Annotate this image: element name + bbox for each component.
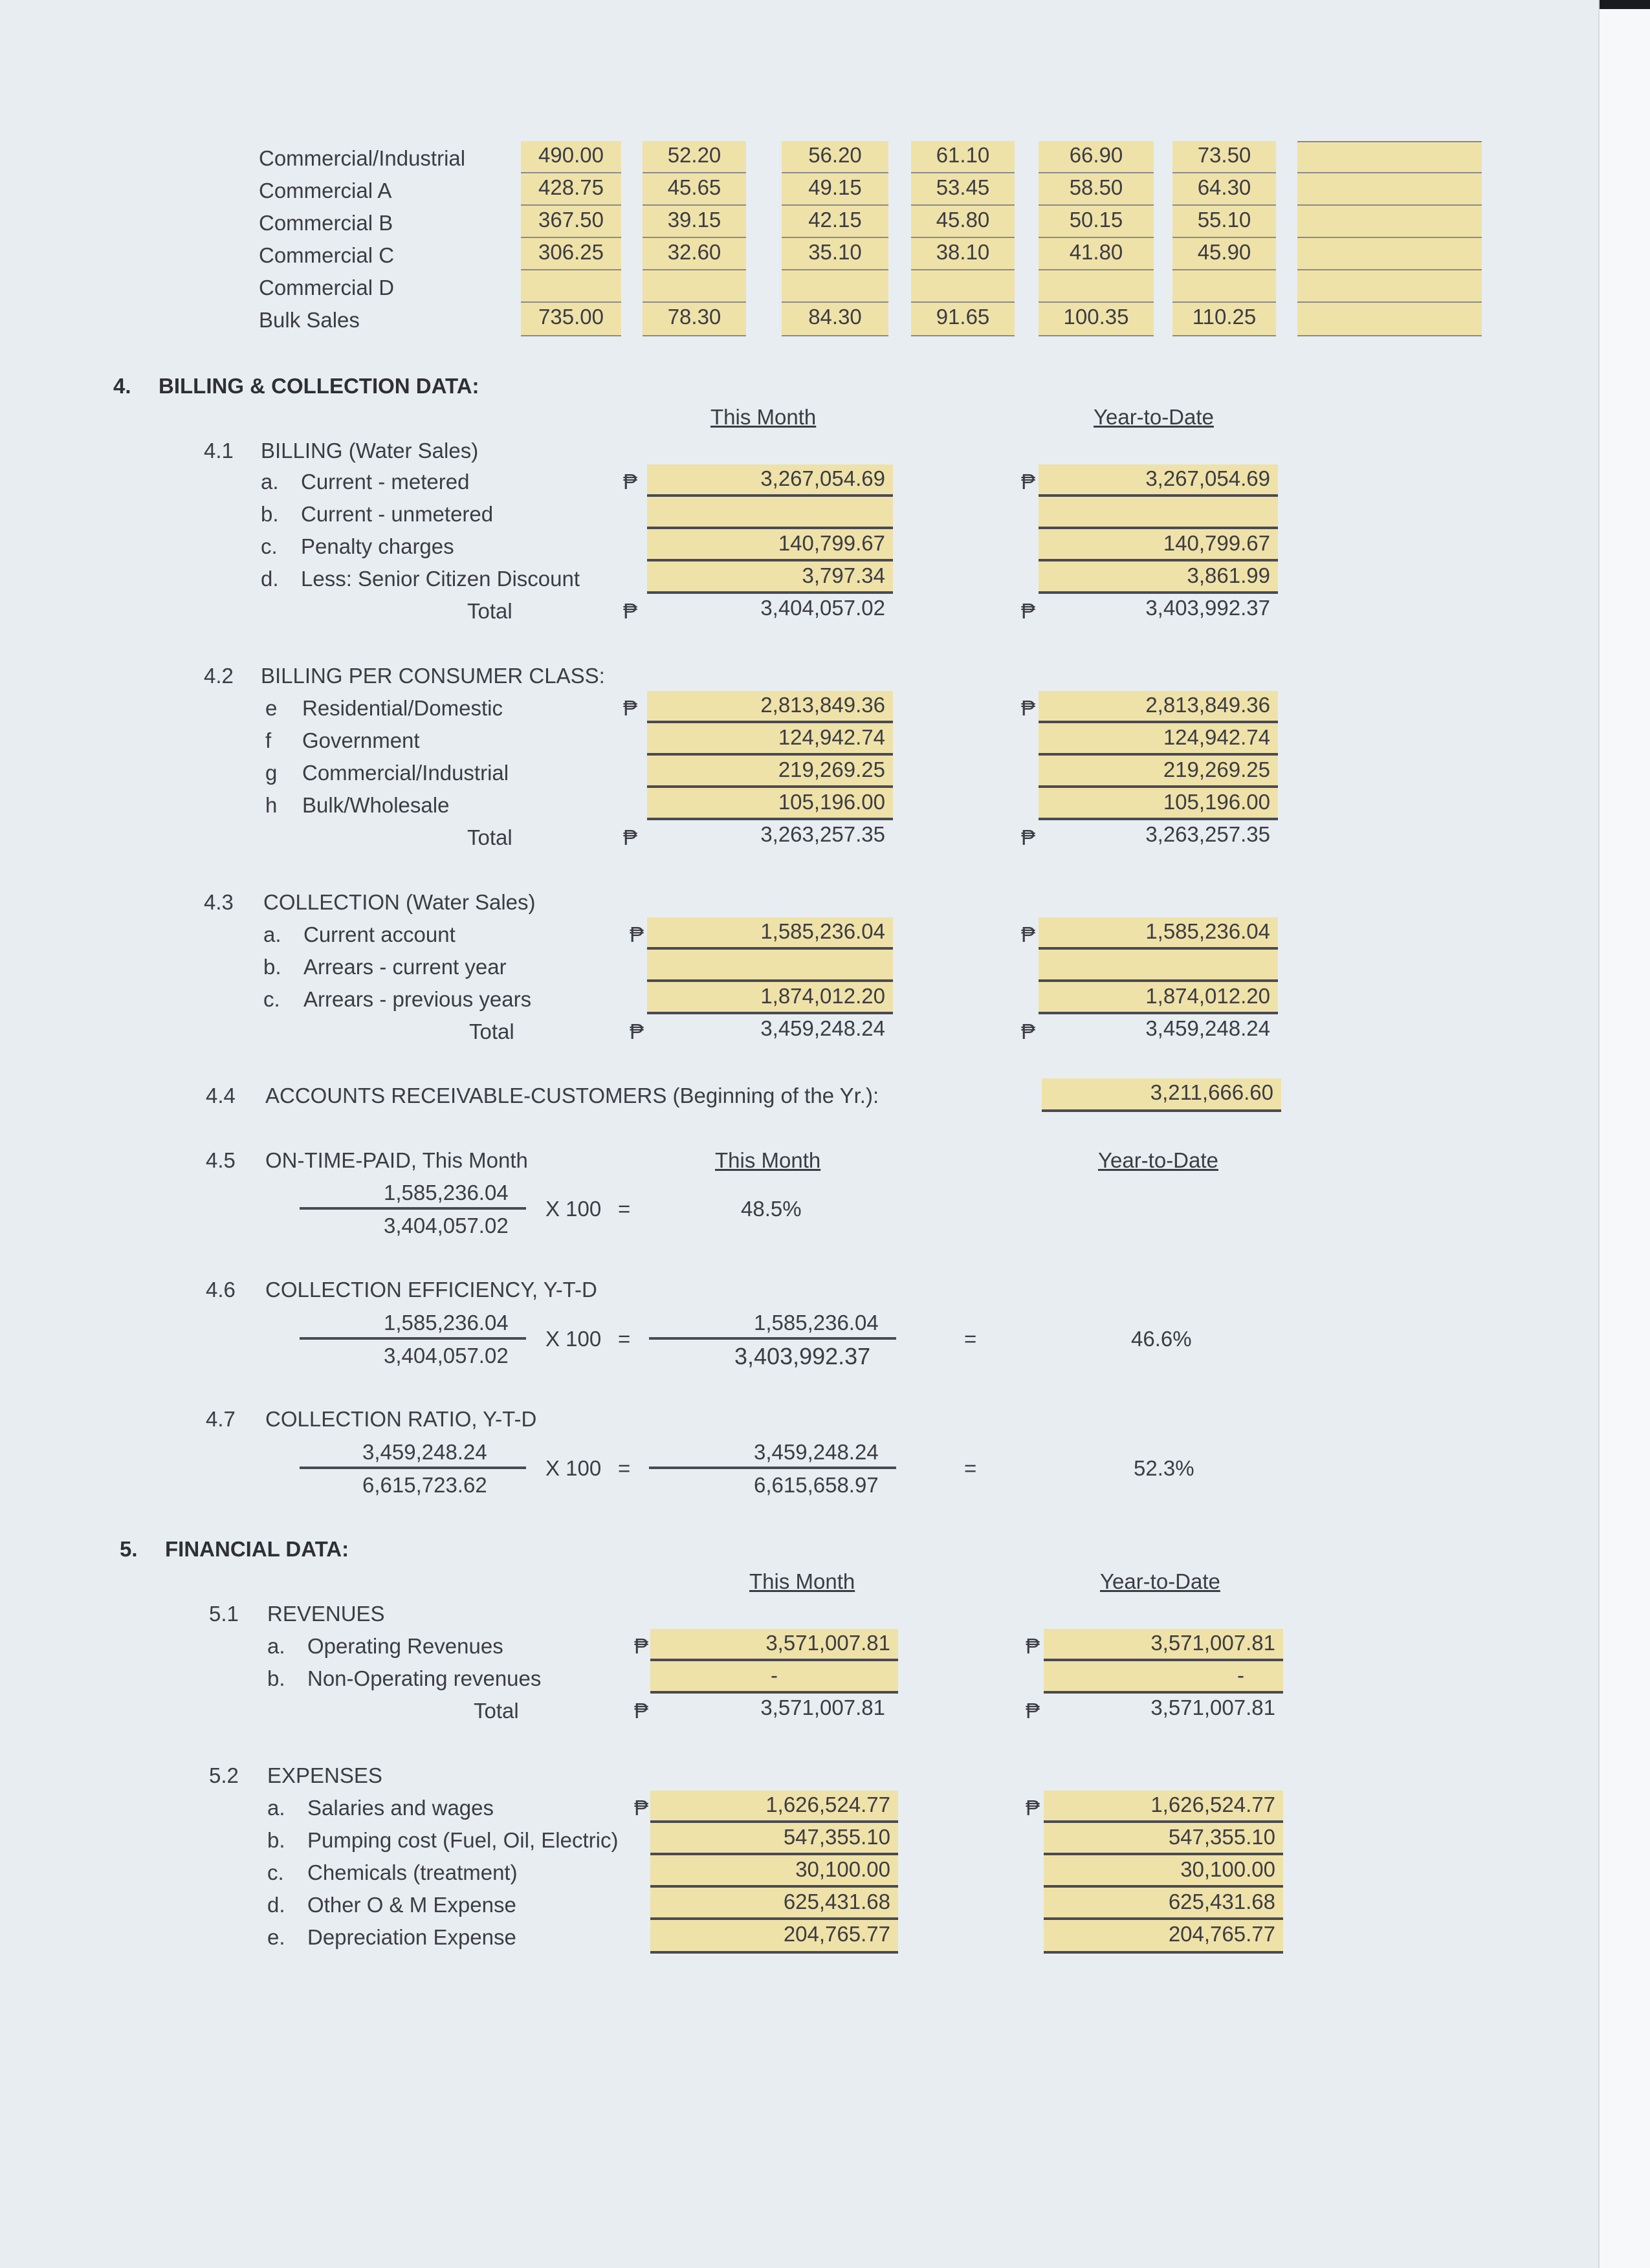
formula-equals: = bbox=[964, 1456, 977, 1480]
item-label: Current - metered bbox=[301, 470, 470, 494]
formula-equals: = bbox=[618, 1327, 631, 1351]
rate-cell: 110.25 bbox=[1172, 303, 1276, 336]
total-label: Total bbox=[474, 1699, 519, 1723]
subsection-title: ON-TIME-PAID, This Month bbox=[265, 1148, 528, 1172]
item-label: Salaries and wages bbox=[307, 1796, 494, 1820]
formula-equals: = bbox=[964, 1327, 977, 1351]
rate-cell: 64.30 bbox=[1172, 173, 1276, 206]
rate-cell bbox=[643, 270, 746, 303]
total-label: Total bbox=[469, 1020, 514, 1043]
rate-row-label: Bulk Sales bbox=[259, 308, 360, 332]
value-cell: 105,196.00 bbox=[1039, 788, 1278, 820]
value-cell: 1,585,236.04 bbox=[1039, 917, 1278, 950]
rate-cell: 78.30 bbox=[643, 303, 746, 336]
rate-cell: 66.90 bbox=[1039, 141, 1154, 173]
subsection-title: COLLECTION (Water Sales) bbox=[263, 890, 536, 914]
rate-cell: 490.00 bbox=[521, 141, 621, 173]
total-value: 3,404,057.02 bbox=[760, 596, 885, 620]
value-cell: 124,942.74 bbox=[1039, 723, 1278, 756]
peso-sign: ₱ bbox=[1021, 599, 1036, 623]
item-label: Commercial/Industrial bbox=[302, 761, 509, 785]
rate-cell: 56.20 bbox=[782, 141, 888, 173]
item-label: Depreciation Expense bbox=[307, 1925, 516, 1949]
rate-cell: 42.15 bbox=[782, 206, 888, 238]
rate-cell: 84.30 bbox=[782, 303, 888, 336]
rate-cell bbox=[1297, 238, 1482, 270]
formula-numerator: 1,585,236.04 bbox=[384, 1181, 509, 1205]
rate-cell: 735.00 bbox=[521, 303, 621, 336]
value-cell: 204,765.77 bbox=[1044, 1920, 1283, 1954]
value-cell: 2,813,849.36 bbox=[1039, 691, 1278, 723]
fraction-bar bbox=[300, 1337, 526, 1340]
formula-denominator-2: 6,615,658.97 bbox=[754, 1473, 879, 1497]
rate-cell: 38.10 bbox=[911, 238, 1015, 270]
item-label: Residential/Domestic bbox=[302, 696, 503, 720]
value-cell: 1,874,012.20 bbox=[1039, 982, 1278, 1014]
rate-row-label: Commercial/Industrial bbox=[259, 146, 466, 170]
item-letter: a. bbox=[267, 1634, 285, 1658]
section-number: 4. bbox=[113, 374, 131, 398]
page-edge bbox=[1598, 0, 1650, 2268]
rate-cell: 45.90 bbox=[1172, 238, 1276, 270]
item-label: Penalty charges bbox=[301, 534, 454, 558]
subsection-number: 5.2 bbox=[209, 1763, 239, 1787]
item-letter: c. bbox=[263, 987, 280, 1011]
formula-denominator: 6,615,723.62 bbox=[362, 1473, 487, 1497]
on-time-paid-result: 48.5% bbox=[741, 1197, 802, 1221]
rate-cell: 50.15 bbox=[1039, 206, 1154, 238]
value-cell: 3,797.34 bbox=[647, 562, 893, 594]
value-cell: 1,626,524.77 bbox=[650, 1791, 898, 1823]
total-value: 3,459,248.24 bbox=[760, 1016, 885, 1040]
rate-cell: 45.80 bbox=[911, 206, 1015, 238]
item-letter: c. bbox=[261, 534, 278, 558]
value-cell: 219,269.25 bbox=[647, 756, 893, 788]
fraction-bar bbox=[300, 1467, 526, 1469]
peso-sign: ₱ bbox=[623, 599, 638, 623]
value-cell bbox=[1039, 950, 1278, 982]
value-cell: 3,571,007.81 bbox=[650, 1629, 898, 1661]
value-cell bbox=[647, 950, 893, 982]
formula-multiplier: X 100 bbox=[545, 1327, 602, 1351]
value-cell: 3,267,054.69 bbox=[1039, 464, 1278, 497]
subsection-number: 4.4 bbox=[206, 1084, 236, 1107]
peso-sign: ₱ bbox=[634, 1634, 649, 1658]
subsection-title: BILLING PER CONSUMER CLASS: bbox=[261, 664, 605, 688]
value-cell: 547,355.10 bbox=[650, 1823, 898, 1855]
value-cell: 219,269.25 bbox=[1039, 756, 1278, 788]
value-cell: 124,942.74 bbox=[647, 723, 893, 756]
peso-sign: ₱ bbox=[1026, 1634, 1040, 1658]
formula-equals: = bbox=[618, 1456, 631, 1480]
value-cell: 204,765.77 bbox=[650, 1920, 898, 1954]
item-label: Non-Operating revenues bbox=[307, 1666, 542, 1690]
item-letter: e. bbox=[267, 1925, 285, 1949]
peso-sign: ₱ bbox=[634, 1796, 649, 1820]
value-cell: 547,355.10 bbox=[1044, 1823, 1283, 1855]
rate-row-label: Commercial D bbox=[259, 276, 395, 300]
rate-cell: 55.10 bbox=[1172, 206, 1276, 238]
item-letter: h bbox=[265, 793, 278, 817]
rate-cell bbox=[1172, 270, 1276, 303]
column-header-this-month: This Month bbox=[749, 1569, 855, 1593]
formula-denominator: 3,404,057.02 bbox=[384, 1344, 509, 1368]
rate-cell bbox=[1297, 303, 1482, 336]
rate-cell: 35.10 bbox=[782, 238, 888, 270]
rate-cell: 428.75 bbox=[521, 173, 621, 206]
rate-cell: 39.15 bbox=[643, 206, 746, 238]
formula-numerator-2: 1,585,236.04 bbox=[754, 1311, 879, 1335]
item-letter: e bbox=[265, 696, 278, 720]
item-letter: a. bbox=[267, 1796, 285, 1820]
peso-sign: ₱ bbox=[1026, 1699, 1040, 1723]
formula-numerator: 1,585,236.04 bbox=[384, 1311, 509, 1335]
total-label: Total bbox=[467, 825, 512, 849]
item-label: Current - unmetered bbox=[301, 502, 494, 526]
value-cell bbox=[647, 497, 893, 529]
value-cell: 1,626,524.77 bbox=[1044, 1791, 1283, 1823]
item-letter: b. bbox=[261, 502, 279, 526]
rate-cell: 100.35 bbox=[1039, 303, 1154, 336]
peso-sign: ₱ bbox=[1021, 470, 1036, 494]
subsection-number: 5.1 bbox=[209, 1602, 239, 1626]
subsection-title: COLLECTION RATIO, Y-T-D bbox=[265, 1407, 537, 1431]
formula-numerator: 3,459,248.24 bbox=[362, 1440, 487, 1464]
subsection-number: 4.1 bbox=[204, 439, 234, 463]
value-cell: 625,431.68 bbox=[1044, 1888, 1283, 1920]
value-cell: - bbox=[650, 1661, 898, 1694]
rate-cell: 367.50 bbox=[521, 206, 621, 238]
subsection-title: EXPENSES bbox=[267, 1763, 382, 1787]
subsection-number: 4.7 bbox=[206, 1407, 236, 1431]
peso-sign: ₱ bbox=[630, 1020, 644, 1043]
peso-sign: ₱ bbox=[630, 922, 644, 946]
collection-ratio-result: 52.3% bbox=[1134, 1456, 1194, 1480]
rate-cell: 52.20 bbox=[643, 141, 746, 173]
rate-cell bbox=[782, 270, 888, 303]
ar-beginning-value: 3,211,666.60 bbox=[1042, 1078, 1281, 1112]
subsection-number: 4.6 bbox=[206, 1278, 236, 1302]
item-label: Chemicals (treatment) bbox=[307, 1860, 518, 1884]
rate-cell: 306.25 bbox=[521, 238, 621, 270]
section-number: 5. bbox=[120, 1537, 138, 1561]
total-value: 3,459,248.24 bbox=[1145, 1016, 1270, 1040]
subsection-number: 4.2 bbox=[204, 664, 234, 688]
total-value: 3,403,992.37 bbox=[1145, 596, 1270, 620]
value-cell: - bbox=[1044, 1661, 1283, 1694]
value-cell: 2,813,849.36 bbox=[647, 691, 893, 723]
peso-sign: ₱ bbox=[1026, 1796, 1040, 1820]
value-cell: 105,196.00 bbox=[647, 788, 893, 820]
item-letter: c. bbox=[267, 1860, 284, 1884]
column-header-ytd: Year-to-Date bbox=[1100, 1569, 1220, 1593]
value-cell: 140,799.67 bbox=[647, 529, 893, 562]
value-cell: 625,431.68 bbox=[650, 1888, 898, 1920]
rate-cell bbox=[521, 270, 621, 303]
peso-sign: ₱ bbox=[1021, 696, 1036, 720]
item-letter: f bbox=[265, 728, 272, 752]
item-letter: b. bbox=[267, 1828, 285, 1852]
value-cell: 140,799.67 bbox=[1039, 529, 1278, 562]
item-label: Less: Senior Citizen Discount bbox=[301, 567, 580, 591]
rate-cell: 41.80 bbox=[1039, 238, 1154, 270]
peso-sign: ₱ bbox=[1021, 922, 1036, 946]
value-cell: 30,100.00 bbox=[1044, 1855, 1283, 1888]
peso-sign: ₱ bbox=[623, 470, 638, 494]
item-letter: b. bbox=[263, 955, 281, 979]
rate-cell: 58.50 bbox=[1039, 173, 1154, 206]
value-cell: 3,571,007.81 bbox=[1044, 1629, 1283, 1661]
item-letter: a. bbox=[263, 922, 281, 946]
subsection-title: ACCOUNTS RECEIVABLE-CUSTOMERS (Beginning of the Yr.): bbox=[265, 1084, 879, 1107]
item-label: Arrears - previous years bbox=[303, 987, 532, 1011]
total-label: Total bbox=[467, 599, 512, 623]
item-label: Pumping cost (Fuel, Oil, Electric) bbox=[307, 1828, 619, 1852]
value-cell: 3,267,054.69 bbox=[647, 464, 893, 497]
column-header-this-month: This Month bbox=[710, 405, 817, 429]
fraction-bar bbox=[649, 1337, 896, 1340]
rate-cell bbox=[1297, 270, 1482, 303]
rate-cell bbox=[911, 270, 1015, 303]
rate-cell: 61.10 bbox=[911, 141, 1015, 173]
formula-numerator-2: 3,459,248.24 bbox=[754, 1440, 879, 1464]
page-edge-dark bbox=[1600, 0, 1650, 9]
total-value: 3,571,007.81 bbox=[1150, 1696, 1275, 1719]
item-letter: b. bbox=[267, 1666, 285, 1690]
formula-multiplier: X 100 bbox=[545, 1456, 602, 1480]
subsection-title: BILLING (Water Sales) bbox=[261, 439, 479, 463]
item-label: Government bbox=[302, 728, 420, 752]
item-label: Bulk/Wholesale bbox=[302, 793, 450, 817]
value-cell: 3,861.99 bbox=[1039, 562, 1278, 594]
item-label: Other O & M Expense bbox=[307, 1893, 516, 1917]
value-cell: 1,874,012.20 bbox=[647, 982, 893, 1014]
rate-cell: 91.65 bbox=[911, 303, 1015, 336]
subsection-title: COLLECTION EFFICIENCY, Y-T-D bbox=[265, 1278, 597, 1302]
fraction-bar bbox=[300, 1207, 526, 1210]
total-value: 3,263,257.35 bbox=[1145, 822, 1270, 846]
peso-sign: ₱ bbox=[1021, 1020, 1036, 1043]
rate-cell: 45.65 bbox=[643, 173, 746, 206]
value-cell: 30,100.00 bbox=[650, 1855, 898, 1888]
item-letter: a. bbox=[261, 470, 279, 494]
item-letter: g bbox=[265, 761, 278, 785]
rate-cell bbox=[1039, 270, 1154, 303]
rate-cell bbox=[1297, 141, 1482, 173]
formula-denominator-2: 3,403,992.37 bbox=[734, 1343, 871, 1369]
column-header-this-month: This Month bbox=[715, 1148, 821, 1172]
total-value: 3,571,007.81 bbox=[760, 1696, 885, 1719]
column-header-ytd: Year-to-Date bbox=[1094, 405, 1214, 429]
section-heading: FINANCIAL DATA: bbox=[165, 1537, 349, 1561]
section-heading: BILLING & COLLECTION DATA: bbox=[159, 374, 479, 398]
value-cell: 1,585,236.04 bbox=[647, 917, 893, 950]
column-header-ytd: Year-to-Date bbox=[1098, 1148, 1218, 1172]
rate-cell: 49.15 bbox=[782, 173, 888, 206]
rate-cell: 32.60 bbox=[643, 238, 746, 270]
item-letter: d. bbox=[261, 567, 279, 591]
rate-cell: 73.50 bbox=[1172, 141, 1276, 173]
peso-sign: ₱ bbox=[623, 825, 638, 849]
peso-sign: ₱ bbox=[634, 1699, 649, 1723]
value-cell bbox=[1039, 497, 1278, 529]
subsection-number: 4.5 bbox=[206, 1148, 236, 1172]
rate-row-label: Commercial C bbox=[259, 243, 395, 267]
fraction-bar bbox=[649, 1467, 896, 1469]
subsection-title: REVENUES bbox=[267, 1602, 385, 1626]
formula-denominator: 3,404,057.02 bbox=[384, 1214, 509, 1238]
collection-efficiency-result: 46.6% bbox=[1131, 1327, 1192, 1351]
rate-cell bbox=[1297, 206, 1482, 238]
rate-cell: 53.45 bbox=[911, 173, 1015, 206]
formula-multiplier: X 100 bbox=[545, 1197, 602, 1221]
peso-sign: ₱ bbox=[623, 696, 638, 720]
total-value: 3,263,257.35 bbox=[760, 822, 885, 846]
item-letter: d. bbox=[267, 1893, 285, 1917]
rate-cell bbox=[1297, 173, 1482, 206]
item-label: Current account bbox=[303, 922, 456, 946]
formula-equals: = bbox=[618, 1197, 631, 1221]
item-label: Operating Revenues bbox=[307, 1634, 503, 1658]
rate-row-label: Commercial B bbox=[259, 211, 393, 235]
item-label: Arrears - current year bbox=[303, 955, 507, 979]
subsection-number: 4.3 bbox=[204, 890, 234, 914]
rate-row-label: Commercial A bbox=[259, 179, 392, 202]
peso-sign: ₱ bbox=[1021, 825, 1036, 849]
